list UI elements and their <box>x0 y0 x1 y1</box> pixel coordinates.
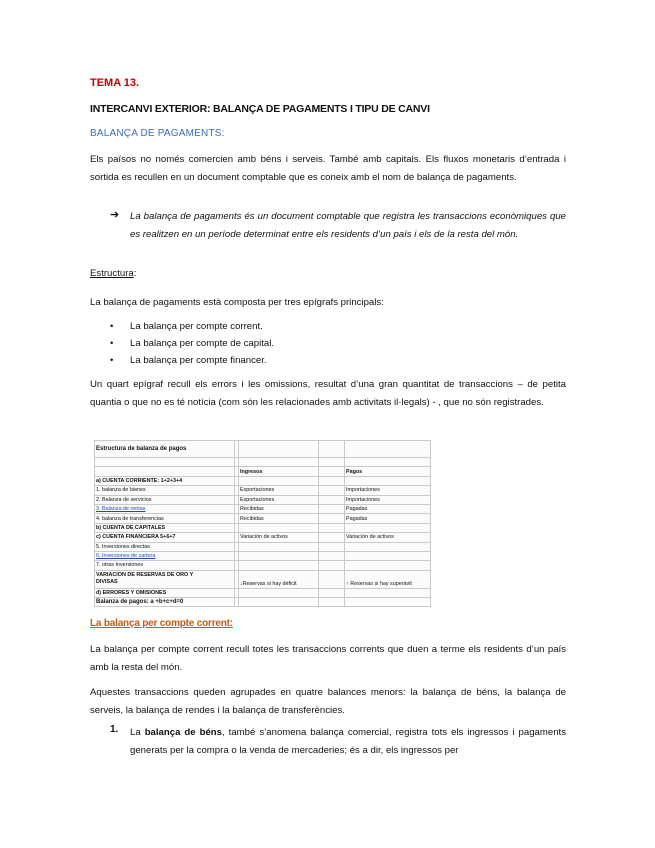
table-row <box>95 588 431 597</box>
table-cell: 2. Balanza de servicios <box>95 495 235 504</box>
table-row: c) CUENTA FINANCIERA 5+6+7 Variación de activos Variación de activos <box>95 533 431 542</box>
table-row <box>95 441 431 458</box>
table-title: Estructura de balanza de pagos <box>95 441 235 458</box>
balance-structure-table <box>94 440 430 606</box>
list-item-text: La balança per compte de capital. <box>130 338 274 349</box>
table-row: 4. balanza de transferencias Recibidas Pagadas <box>95 514 431 523</box>
bullet-icon: • <box>110 355 114 366</box>
table-row <box>95 598 431 607</box>
paragraph-intro: Els països no només comercien amb béns i serveis. També amb capitals. Els fluxos monetaris d’entrada i sortida es recullen en un document comptable que es coneix amb el nom de balança de pagaments. <box>90 154 566 183</box>
item-bold-term: balança de béns <box>144 727 223 738</box>
section-heading: BALANÇA DE PAGAMENTS: <box>90 128 225 139</box>
table-cell: d) ERRORES Y OMISIONES <box>95 588 235 597</box>
item-number: 1. <box>110 724 119 735</box>
table-cell: 3. Balanza de rentas <box>95 504 235 513</box>
header-pagos: Pagos <box>345 467 431 476</box>
table-cell: 1. balanza de bienes <box>95 486 235 495</box>
table-row <box>95 551 431 560</box>
list-item <box>90 352 566 369</box>
table-cell: c) CUENTA FINANCIERA 5+6+7 <box>95 533 235 542</box>
header-ingresos: Ingresos <box>239 467 319 476</box>
reserves-ingresos: ↓Reservas si hay déficit <box>239 570 319 588</box>
reserves-label: VARIACION DE RESERVAS DE ORO Y DIVISAS <box>95 570 235 588</box>
list-item-text: La balança per compte financer. <box>130 355 267 366</box>
table-cell: 5. Inversiones directas <box>95 542 235 551</box>
list-item <box>90 318 566 335</box>
table-total: Balanza de pagos: a +b+c+d=0 <box>95 598 235 607</box>
table-row <box>95 476 431 485</box>
paragraph-errors: Un quart epígraf recull els errors i les omissions, resultat d’una gran quantitat de transaccions – de petita quantia o que no es té notícia (com són les relacionades amb activitats il·legals) - , que no són registrades. <box>90 379 566 408</box>
table <box>94 440 431 607</box>
list-item <box>90 335 566 352</box>
table-row <box>95 561 431 570</box>
item-text: La balança de béns, també s’anomena balança comercial, registra tots els ingressos i pagaments generats per la compra o la venda de mercaderies; és a dir, els ingressos per <box>130 727 566 756</box>
arrow-icon: ➔ <box>110 209 120 221</box>
list-item-text: La balança per compte corrent. <box>130 321 263 332</box>
estructura-text: Estructura <box>90 268 134 279</box>
table-cell: a) CUENTA CORRIENTE: 1+2+3+4 <box>95 476 235 485</box>
estructura-colon: : <box>133 268 137 279</box>
definition-text: La balança de pagaments és un document comptable que registra les transaccions econòmiques que es realitzen en un període determinat entre els residents d’un país i els de la resta del món. <box>130 211 566 240</box>
epigrafs-list <box>90 318 566 369</box>
table-row <box>95 542 431 551</box>
table-row <box>95 467 431 476</box>
tema-heading: TEMA 13. <box>90 77 140 89</box>
table-cell: 6. Inversiones de cartera <box>95 551 235 560</box>
table-cell: 4. balanza de transferencias <box>95 514 235 523</box>
table-row: 3. Balanza de rentas Recibidas Pagadas <box>95 504 431 513</box>
table-cell: b) CUENTA DE CAPITALES <box>95 523 235 532</box>
paragraph-epigrafs: La balança de pagaments està composta per tres epígrafs principals: <box>90 297 384 308</box>
subsection-heading: La balança per compte corrent: <box>90 618 233 629</box>
table-row: 1. balanza de bienes Exportaciones Importaciones <box>95 486 431 495</box>
estructura-label <box>90 268 136 279</box>
table-row <box>95 458 431 467</box>
bullet-icon: • <box>110 338 114 349</box>
table-cell: 7. otras Inversiones <box>95 561 235 570</box>
table-row <box>95 523 431 532</box>
paragraph-sub-balances: Aquestes transaccions queden agrupades en quatre balances menors: la balança de béns, la balança de serveis, la balança de rendes i la balança de transferències. <box>90 687 566 716</box>
bullet-icon: • <box>110 321 114 332</box>
reserves-pagos: ↑ Reservas si hay superávit <box>345 570 431 588</box>
document-title: INTERCANVI EXTERIOR: BALANÇA DE PAGAMENTS I TIPU DE CANVI <box>90 103 430 115</box>
table-row <box>95 570 431 588</box>
table-row: 2. Balanza de servicios Exportaciones Importaciones <box>95 495 431 504</box>
paragraph-current-account: La balança per compte corrent recull totes les transaccions corrents que duen a terme els residents d’un país amb la resta del món. <box>90 644 566 673</box>
